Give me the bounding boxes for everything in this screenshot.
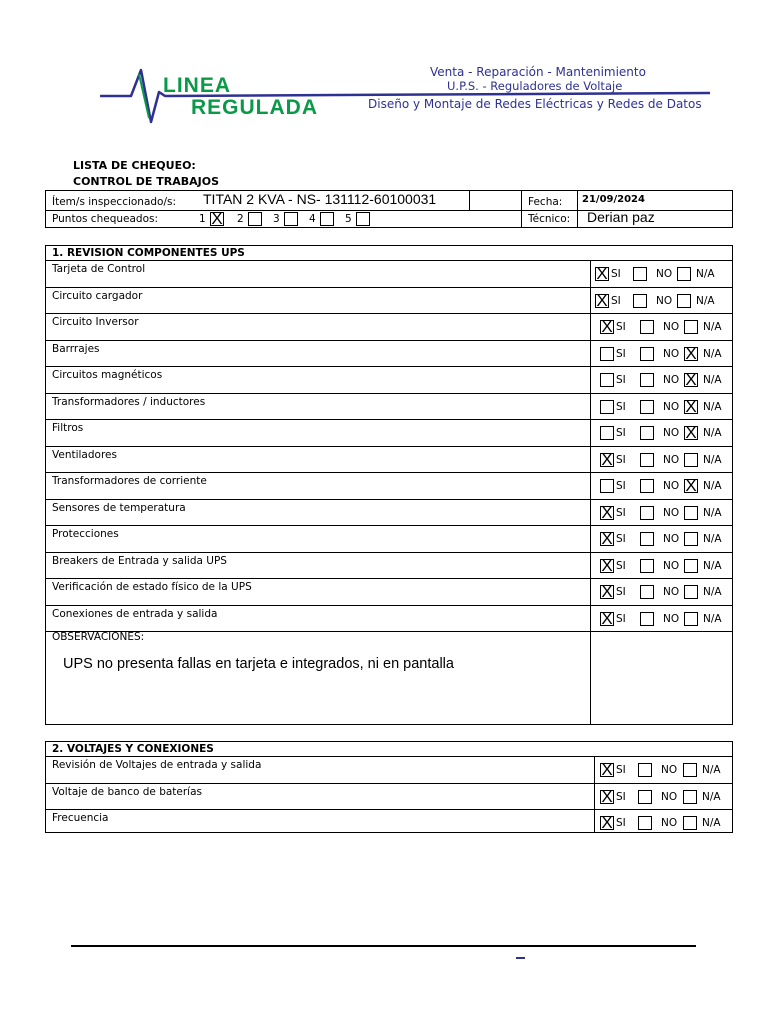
no-checkbox[interactable] — [640, 479, 654, 493]
si-checkbox[interactable]: X — [601, 609, 613, 628]
info-col-divider — [521, 190, 522, 228]
no-option-label: NO — [656, 268, 673, 280]
na-option-label: N/A — [703, 560, 722, 572]
na-checkbox[interactable]: X — [685, 344, 697, 363]
info-col-divider — [469, 190, 470, 210]
na-option-label: N/A — [703, 507, 722, 519]
na-option-label: N/A — [703, 401, 722, 413]
row-label: Transformadores de corriente — [52, 475, 207, 487]
na-checkbox[interactable] — [677, 294, 691, 308]
na-checkbox[interactable] — [683, 790, 697, 804]
na-checkbox[interactable] — [684, 559, 698, 573]
na-checkbox[interactable] — [677, 267, 691, 281]
na-option-label: N/A — [702, 791, 721, 803]
row-divider — [45, 499, 733, 500]
si-checkbox[interactable] — [600, 426, 614, 440]
no-option-label: NO — [661, 791, 678, 803]
row-label: Tarjeta de Control — [52, 263, 146, 275]
tech-label: Técnico: — [528, 213, 571, 225]
si-option-label: SI — [616, 533, 626, 545]
na-option-label: N/A — [696, 268, 715, 280]
point-number: 5 — [345, 213, 352, 225]
no-checkbox[interactable] — [638, 816, 652, 830]
na-option-label: N/A — [703, 480, 722, 492]
si-checkbox[interactable] — [600, 347, 614, 361]
na-option-label: N/A — [702, 817, 721, 829]
doc-title: LISTA DE CHEQUEO: — [73, 159, 196, 172]
no-option-label: NO — [656, 295, 673, 307]
row-label: Barrrajes — [52, 343, 100, 355]
info-col-divider — [577, 190, 578, 228]
no-checkbox[interactable] — [638, 763, 652, 777]
na-option-label: N/A — [703, 454, 722, 466]
point-checkbox-2[interactable] — [248, 212, 262, 226]
points-label: Puntos chequeados: — [52, 213, 159, 225]
row-label: Circuito Inversor — [52, 316, 139, 328]
row-label: Revisión de Voltajes de entrada y salida — [52, 759, 262, 771]
na-checkbox[interactable] — [684, 320, 698, 334]
no-option-label: NO — [663, 348, 680, 360]
observations-label: OBSERVACIONES: — [52, 631, 145, 643]
na-checkbox[interactable]: X — [685, 397, 697, 416]
point-number: 2 — [237, 213, 244, 225]
row-label: Circuito cargador — [52, 290, 143, 302]
si-option-label: SI — [616, 507, 626, 519]
na-checkbox[interactable] — [684, 532, 698, 546]
section1-title: 1. REVISION COMPONENTES UPS — [52, 247, 245, 259]
si-option-label: SI — [616, 817, 626, 829]
row-label: Verificación de estado físico de la UPS — [52, 581, 252, 593]
na-option-label: N/A — [703, 427, 722, 439]
no-option-label: NO — [663, 507, 680, 519]
row-label: Filtros — [52, 422, 84, 434]
no-checkbox[interactable] — [638, 790, 652, 804]
logo-text-line1: LINEA — [163, 74, 231, 97]
si-checkbox[interactable] — [600, 400, 614, 414]
si-option-label: SI — [616, 560, 626, 572]
no-checkbox[interactable] — [640, 559, 654, 573]
si-option-label: SI — [611, 268, 621, 280]
na-checkbox[interactable]: X — [685, 370, 697, 389]
tagline-ups: U.P.S. - Reguladores de Voltaje — [447, 79, 623, 93]
item-value[interactable]: TITAN 2 KVA - NS- 131112-60100031 — [203, 191, 437, 207]
si-option-label: SI — [616, 401, 626, 413]
no-option-label: NO — [661, 764, 678, 776]
point-checkbox-3[interactable] — [284, 212, 298, 226]
observations-text[interactable]: UPS no presenta fallas en tarjeta e integrados, ni en pantalla — [63, 656, 454, 672]
row-divider — [45, 756, 733, 757]
row-label: Voltaje de banco de baterías — [52, 786, 203, 798]
row-divider — [45, 393, 733, 394]
tagline-services: Venta - Reparación - Mantenimiento — [430, 65, 646, 79]
no-option-label: NO — [663, 321, 680, 333]
na-checkbox[interactable] — [683, 816, 697, 830]
si-option-label: SI — [616, 427, 626, 439]
signature-line — [71, 945, 696, 947]
observations-divider — [45, 631, 733, 632]
row-divider — [45, 605, 733, 606]
no-checkbox[interactable] — [640, 373, 654, 387]
si-option-label: SI — [616, 454, 626, 466]
date-value[interactable]: 21/09/2024 — [582, 194, 645, 205]
no-checkbox[interactable] — [640, 612, 654, 626]
signature-dash — [516, 957, 525, 959]
no-checkbox[interactable] — [633, 294, 647, 308]
si-option-label: SI — [616, 764, 626, 776]
no-option-label: NO — [661, 817, 678, 829]
na-option-label: N/A — [703, 321, 722, 333]
doc-subtitle: CONTROL DE TRABAJOS — [73, 175, 220, 188]
row-label: Circuitos magnéticos — [52, 369, 163, 381]
no-option-label: NO — [663, 401, 680, 413]
si-checkbox[interactable]: X — [601, 317, 613, 336]
item-label: Ítem/s inspeccionado/s: — [52, 196, 177, 208]
row-label: Conexiones de entrada y salida — [52, 608, 218, 620]
si-option-label: SI — [616, 613, 626, 625]
row-divider — [45, 472, 733, 473]
row-divider — [45, 525, 733, 526]
point-number: 1 — [199, 213, 206, 225]
no-checkbox[interactable] — [633, 267, 647, 281]
row-label: Breakers de Entrada y salida UPS — [52, 555, 227, 567]
na-option-label: N/A — [696, 295, 715, 307]
no-option-label: NO — [663, 586, 680, 598]
si-option-label: SI — [616, 480, 626, 492]
si-checkbox[interactable]: X — [596, 264, 608, 283]
na-checkbox[interactable]: X — [685, 423, 697, 442]
tech-value[interactable]: Derian paz — [587, 209, 655, 225]
na-checkbox[interactable] — [684, 585, 698, 599]
row-divider — [45, 313, 733, 314]
row-divider — [45, 260, 733, 261]
no-option-label: NO — [663, 480, 680, 492]
si-option-label: SI — [616, 791, 626, 803]
si-checkbox[interactable] — [600, 373, 614, 387]
na-checkbox[interactable]: X — [685, 476, 697, 495]
si-option-label: SI — [616, 348, 626, 360]
tagline-networks: Diseño y Montaje de Redes Eléctricas y Redes de Datos — [368, 97, 702, 111]
no-checkbox[interactable] — [640, 506, 654, 520]
na-option-label: N/A — [703, 348, 722, 360]
point-checkbox-4[interactable] — [320, 212, 334, 226]
row-divider — [45, 578, 733, 579]
si-checkbox[interactable]: X — [601, 813, 613, 832]
si-checkbox[interactable]: X — [601, 787, 613, 806]
no-option-label: NO — [663, 454, 680, 466]
row-divider — [45, 287, 733, 288]
point-checkbox-5[interactable] — [356, 212, 370, 226]
no-checkbox[interactable] — [640, 426, 654, 440]
no-option-label: NO — [663, 374, 680, 386]
row-label: Protecciones — [52, 528, 119, 540]
no-option-label: NO — [663, 533, 680, 545]
row-divider — [45, 809, 733, 810]
logo-text-line2: REGULADA — [191, 96, 318, 119]
no-checkbox[interactable] — [640, 453, 654, 467]
na-option-label: N/A — [703, 374, 722, 386]
no-checkbox[interactable] — [640, 532, 654, 546]
na-option-label: N/A — [703, 586, 722, 598]
row-divider — [45, 340, 733, 341]
na-option-label: N/A — [703, 613, 722, 625]
no-checkbox[interactable] — [640, 585, 654, 599]
section2-title: 2. VOLTAJES Y CONEXIONES — [52, 743, 214, 755]
row-label: Ventiladores — [52, 449, 117, 461]
si-checkbox[interactable]: X — [601, 529, 613, 548]
si-option-label: SI — [611, 295, 621, 307]
row-label: Sensores de temperatura — [52, 502, 186, 514]
section2-col-divider — [594, 756, 595, 833]
si-checkbox[interactable]: X — [601, 503, 613, 522]
na-checkbox[interactable] — [684, 453, 698, 467]
si-checkbox[interactable]: X — [601, 760, 613, 779]
row-divider — [45, 552, 733, 553]
row-label: Transformadores / inductores — [52, 396, 206, 408]
row-divider — [45, 446, 733, 447]
no-checkbox[interactable] — [640, 347, 654, 361]
point-number: 4 — [309, 213, 316, 225]
no-option-label: NO — [663, 427, 680, 439]
si-checkbox[interactable]: X — [601, 556, 613, 575]
na-option-label: N/A — [702, 764, 721, 776]
si-checkbox[interactable]: X — [601, 450, 613, 469]
no-option-label: NO — [663, 613, 680, 625]
na-checkbox[interactable] — [684, 612, 698, 626]
date-label: Fecha: — [528, 196, 563, 208]
no-checkbox[interactable] — [640, 400, 654, 414]
na-checkbox[interactable] — [684, 506, 698, 520]
no-option-label: NO — [663, 560, 680, 572]
row-divider — [45, 419, 733, 420]
point-number: 3 — [273, 213, 280, 225]
si-option-label: SI — [616, 586, 626, 598]
no-checkbox[interactable] — [640, 320, 654, 334]
row-divider — [45, 366, 733, 367]
si-checkbox[interactable]: X — [596, 291, 608, 310]
na-checkbox[interactable] — [683, 763, 697, 777]
si-checkbox[interactable]: X — [601, 582, 613, 601]
section1-col-divider — [590, 260, 591, 725]
point-checkbox-1[interactable]: X — [211, 209, 223, 228]
si-checkbox[interactable] — [600, 479, 614, 493]
na-option-label: N/A — [703, 533, 722, 545]
si-option-label: SI — [616, 374, 626, 386]
row-divider — [45, 783, 733, 784]
si-option-label: SI — [616, 321, 626, 333]
row-label: Frecuencia — [52, 812, 109, 824]
